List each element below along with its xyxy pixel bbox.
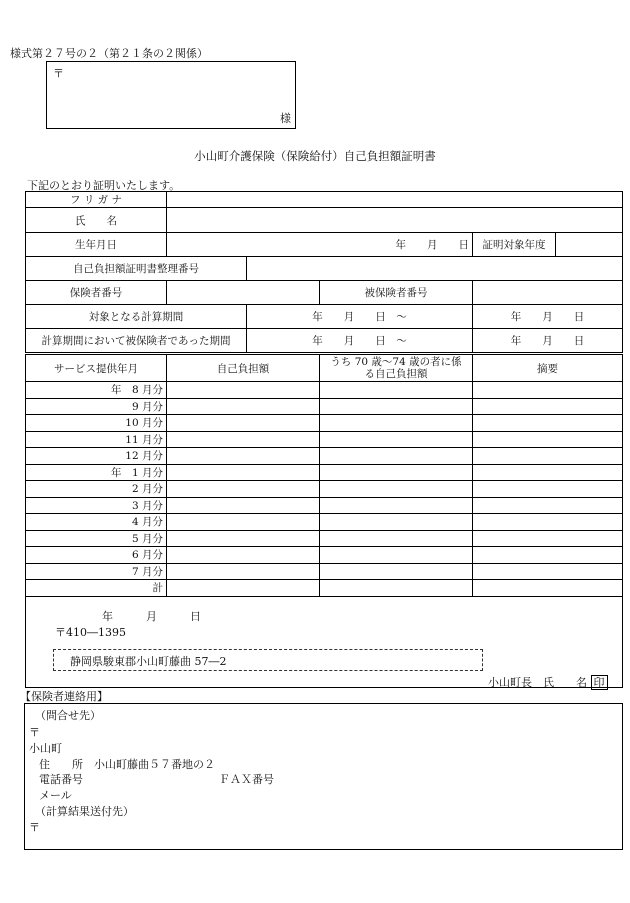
- insured-period-label: 計算期間において被保険者であった期間: [26, 329, 247, 353]
- fax-label: ＦＡＸ番号: [219, 773, 274, 786]
- insurer-number-label: 保険者番号: [26, 281, 167, 305]
- email-label: メール: [39, 789, 72, 802]
- postal-mark-2: 〒: [29, 821, 40, 834]
- issuer-address-box: [53, 649, 483, 671]
- postal-mark: 〒: [53, 67, 64, 80]
- table-row: 年 1 月分: [26, 464, 167, 481]
- insured-number-label: 被保険者番号: [320, 281, 473, 305]
- phone-label: 電話番号: [39, 773, 83, 786]
- seal-mark: 印: [591, 675, 608, 690]
- table-row: 9 月分: [26, 398, 167, 415]
- contact-heading: 【保険者連絡用】: [20, 690, 108, 703]
- table-row: 11 月分: [26, 431, 167, 448]
- table-row: 6 月分: [26, 547, 167, 564]
- name-value: [167, 208, 623, 233]
- header-service-month: サービス提供年月: [26, 355, 167, 382]
- insured-number-value: [473, 281, 623, 305]
- table-row: 10 月分: [26, 415, 167, 432]
- issue-date: 年 月 日: [102, 610, 201, 623]
- table-row: 4 月分: [26, 514, 167, 531]
- header-remarks: 摘要: [473, 355, 623, 382]
- address-box: [46, 61, 296, 129]
- inquiry-label: （問合せ先）: [35, 709, 101, 722]
- table-row: 5 月分: [26, 530, 167, 547]
- table-row: 7 月分: [26, 563, 167, 580]
- table-row: 年 8 月分: [26, 382, 167, 399]
- birthdate-label: 生年月日: [26, 233, 167, 257]
- name-label: 氏 名: [26, 208, 167, 233]
- mayor-name-label: 小山町長 氏 名: [488, 676, 587, 689]
- document-title: 小山町介護保険（保険給付）自己負担額証明書: [194, 149, 436, 163]
- calc-period-label: 対象となる計算期間: [26, 305, 247, 329]
- header-self-pay-70-74: うち 70 歳〜74 歳の者に係る自己負担額: [320, 355, 473, 382]
- town-name: 小山町: [29, 742, 62, 755]
- form-number: 様式第２７号の２（第２１条の２関係）: [10, 47, 208, 60]
- cert-number-label: 自己負担額証明書整理番号: [26, 257, 247, 281]
- furigana-label: フ リ ガ ナ: [26, 192, 167, 208]
- insured-period-to: 年 月 日: [473, 329, 623, 353]
- address-line: 住 所 小山町藤曲５７番地の２: [39, 758, 215, 771]
- issuer-section: [25, 594, 623, 688]
- mayor-signature: [488, 674, 608, 690]
- total-row: 計: [26, 580, 167, 597]
- target-year-value: [556, 233, 623, 257]
- issuer-address: 静岡県駿東郡小山町藤曲 57―2: [70, 655, 227, 668]
- cert-number-value: [247, 257, 623, 281]
- table-row: 3 月分: [26, 497, 167, 514]
- target-year-label: 証明対象年度: [473, 233, 556, 257]
- calc-period-to: 年 月 日: [473, 305, 623, 329]
- intro-text: 下記のとおり証明いたします。: [27, 179, 181, 192]
- table-row: 12 月分: [26, 448, 167, 465]
- issuer-postal: 〒410―1395: [55, 626, 126, 639]
- furigana-value: [167, 192, 623, 208]
- monthly-table: [25, 354, 623, 597]
- insurer-number-value: [167, 281, 320, 305]
- postal-mark: 〒: [29, 726, 40, 739]
- result-recipient-label: （計算結果送付先）: [35, 805, 134, 818]
- header-self-pay: 自己負担額: [167, 355, 320, 382]
- contact-box: [24, 703, 623, 850]
- insured-period-from: 年 月 日 〜: [247, 329, 473, 353]
- table-row: 2 月分: [26, 481, 167, 498]
- honorific-sama: 様: [280, 112, 291, 125]
- birthdate-value: 年 月 日: [167, 233, 473, 257]
- calc-period-from: 年 月 日 〜: [247, 305, 473, 329]
- info-table: [25, 191, 623, 353]
